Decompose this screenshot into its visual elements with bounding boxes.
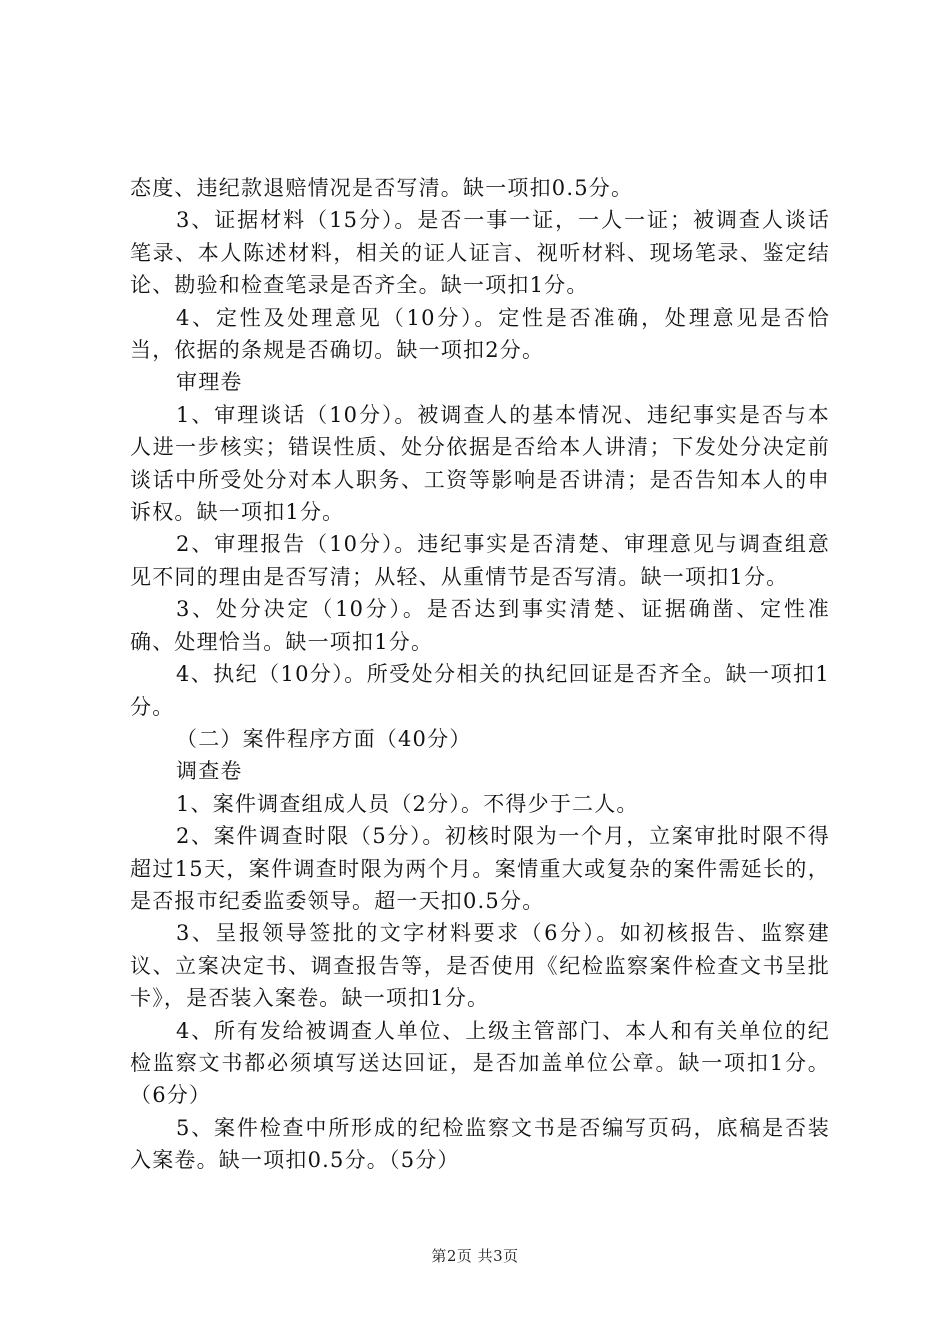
paragraph-investigation-team: 1、案件调查组成人员（2分）。不得少于二人。	[176, 791, 639, 816]
section-heading-review-volume: 审理卷	[176, 370, 243, 395]
paragraph-investigation-time-limit: 2、案件调查时限（5分）。初核时限为一个月，立案审批时限不得超过15天，案件调查时限为两个月。案情重大或复杂的案件需延长的，是否报市纪委监委领导。超一天扣0.5分。	[130, 824, 830, 913]
paragraph-page-numbering: 5、案件检查中所形成的纪检监察文书是否编写页码，底稿是否装入案卷。缺一项扣0.5分。（5分）	[130, 1115, 830, 1173]
paragraph-approval-documents: 3、呈报领导签批的文字材料要求（6分）。如初核报告、监察建议、立案决定书、调查报告等，是否使用《纪检监察案件检查文书呈批卡》，是否装入案卷。缺一项扣1分。	[130, 921, 830, 1011]
paragraph-disciplinary-decision: 3、处分决定（10分）。是否达到事实清楚、证据确凿、定性准确、处理恰当。缺一项扣1分。	[130, 597, 830, 654]
paragraph-characterization-opinion: 4、定性及处理意见（10分）。定性是否准确，处理意见是否恰当，依据的条规是否确切。缺一项扣2分。	[130, 305, 830, 363]
paragraph-enforcement: 4、执纪（10分）。所受处分相关的执纪回证是否齐全。缺一项扣1分。	[130, 662, 830, 719]
section-heading-case-procedure: （二）案件程序方面（40分）	[176, 726, 472, 751]
paragraph-review-report: 2、审理报告（10分）。违纪事实是否清楚、审理意见与调查组意见不同的理由是否写清；从轻、从重情节是否写清。缺一项扣1分。	[130, 532, 830, 589]
document-body	[130, 172, 830, 1177]
page-footer: 第2页 共3页	[431, 1247, 519, 1265]
paragraph-delivery-receipts: 4、所有发给被调查人单位、上级主管部门、本人和有关单位的纪检监察文书都必须填写送达回证，是否加盖单位公章。缺一项扣1分。（6分）	[130, 1018, 830, 1108]
paragraph-review-interview: 1、审理谈话（10分）。被调查人的基本情况、违纪事实是否与本人进一步核实；错误性质、处分依据是否给本人讲清；下发处分决定前谈话中所受处分对本人职务、工资等影响是否讲清；是否告知本人的申诉权。缺一项扣1分。	[130, 402, 830, 525]
section-heading-investigation-volume: 调查卷	[176, 759, 243, 784]
paragraph-evidence-materials: 3、证据材料（15分）。是否一事一证，一人一证；被调查人谈话笔录、本人陈述材料，相关的证人证言、视听材料、现场笔录、鉴定结论、勘验和检查笔录是否齐全。缺一项扣1分。	[130, 208, 830, 298]
paragraph-continuation: 态度、违纪款退赔情况是否写清。缺一项扣0.5分。	[130, 176, 634, 200]
